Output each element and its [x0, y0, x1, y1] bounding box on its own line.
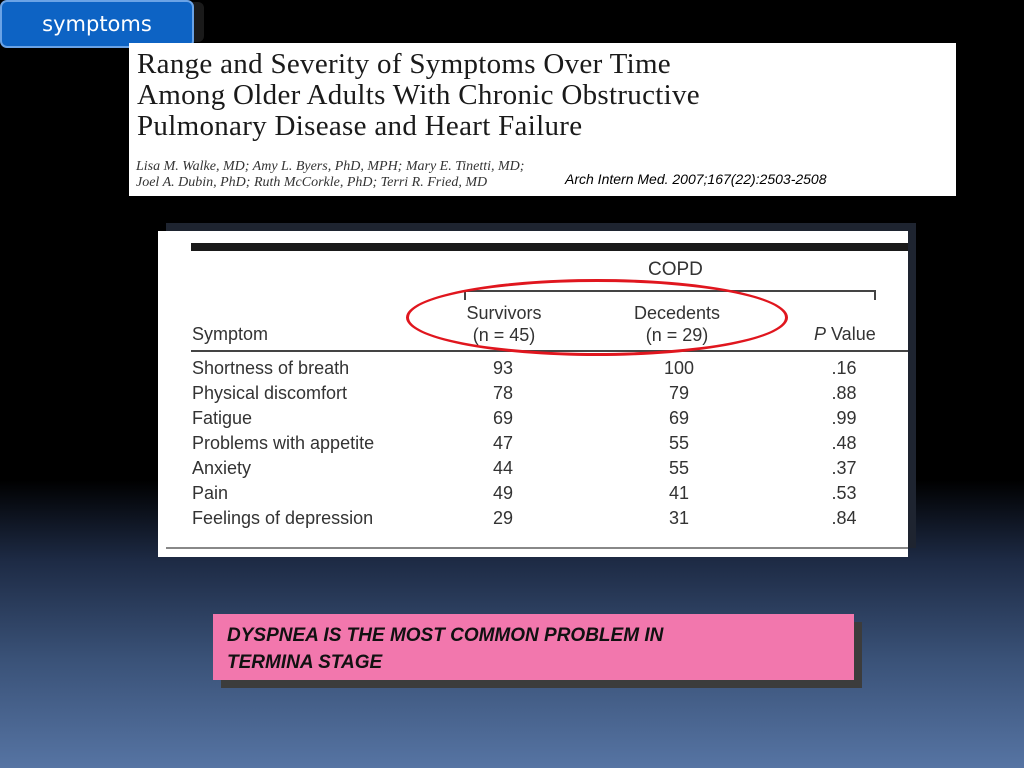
callout-line: TERMINA STAGE [227, 652, 383, 673]
table-row [158, 431, 908, 456]
paper-title-line: Pulmonary Disease and Heart Failure [137, 110, 583, 142]
table-row [158, 356, 908, 381]
paper-header-image [129, 43, 956, 196]
table-row [158, 506, 908, 531]
cell-symptom: Physical discomfort [192, 383, 348, 403]
table-row [158, 481, 908, 506]
cell-decedents: 100 [663, 358, 695, 378]
cell-symptom: Shortness of breath [192, 358, 350, 378]
cell-survivors: 29 [492, 508, 514, 528]
slide-tab-symptoms[interactable] [0, 0, 194, 48]
group-header-copd: COPD [648, 259, 703, 280]
cell-symptom: Problems with appetite [192, 433, 375, 453]
callout-line: DYSPNEA IS THE MOST COMMON PROBLEM IN [227, 625, 664, 646]
cell-decedents: 55 [668, 458, 690, 478]
cell-p-value: .48 [831, 433, 857, 453]
col-header-line: Decedents [633, 303, 721, 323]
col-header-line: Survivors [466, 303, 542, 323]
cell-symptom: Pain [192, 483, 229, 503]
paper-title-line: Range and Severity of Symptoms Over Time [137, 48, 671, 80]
cell-survivors: 47 [492, 433, 514, 453]
cell-symptom: Anxiety [192, 458, 252, 478]
cell-decedents: 55 [668, 433, 690, 453]
cell-survivors: 69 [492, 408, 514, 428]
table-top-rule [191, 243, 908, 251]
table-row [158, 456, 908, 481]
citation: Arch Intern Med. 2007;167(22):2503-2508 [565, 171, 827, 187]
paper-title [137, 49, 700, 142]
cell-p-value: .16 [831, 358, 857, 378]
table-bottom-rule [166, 547, 908, 549]
group-rule-tick-right [874, 290, 876, 300]
table-row [158, 381, 908, 406]
cell-p-value: .53 [831, 483, 857, 503]
table-body [158, 356, 908, 531]
paper-title-line: Among Older Adults With Chronic Obstructive [137, 79, 700, 111]
highlight-oval [406, 279, 788, 356]
cell-p-value: .37 [831, 458, 857, 478]
callout-box [213, 614, 854, 680]
cell-survivors: 44 [492, 458, 514, 478]
cell-decedents: 41 [668, 483, 690, 503]
col-header-p-value [814, 324, 876, 345]
cell-symptom: Feelings of depression [192, 508, 374, 528]
symptom-table [158, 231, 908, 557]
cell-decedents: 69 [668, 408, 690, 428]
col-header-symptom: Symptom [192, 324, 269, 344]
author-line: Joel A. Dubin, PhD; Ruth McCorkle, PhD; Terri R. Fried, MD [136, 175, 488, 190]
col-header-line: (n = 29) [645, 325, 709, 345]
cell-p-value: .84 [831, 508, 857, 528]
slide-tab-label: symptoms [42, 12, 152, 36]
cell-symptom: Fatigue [192, 408, 253, 428]
cell-survivors: 78 [492, 383, 514, 403]
col-header-line: (n = 45) [472, 325, 536, 345]
cell-survivors: 49 [492, 483, 514, 503]
cell-decedents: 31 [668, 508, 690, 528]
author-line: Lisa M. Walke, MD; Amy L. Byers, PhD, MPH; Mary E. Tinetti, MD; [136, 159, 525, 174]
cell-decedents: 79 [668, 383, 690, 403]
cell-p-value: .88 [831, 383, 857, 403]
paper-authors [136, 159, 524, 191]
p-italic: P [814, 324, 827, 344]
table-row [158, 406, 908, 431]
cell-survivors: 93 [492, 358, 514, 378]
p-rest: Value [826, 324, 876, 344]
cell-p-value: .99 [831, 408, 857, 428]
